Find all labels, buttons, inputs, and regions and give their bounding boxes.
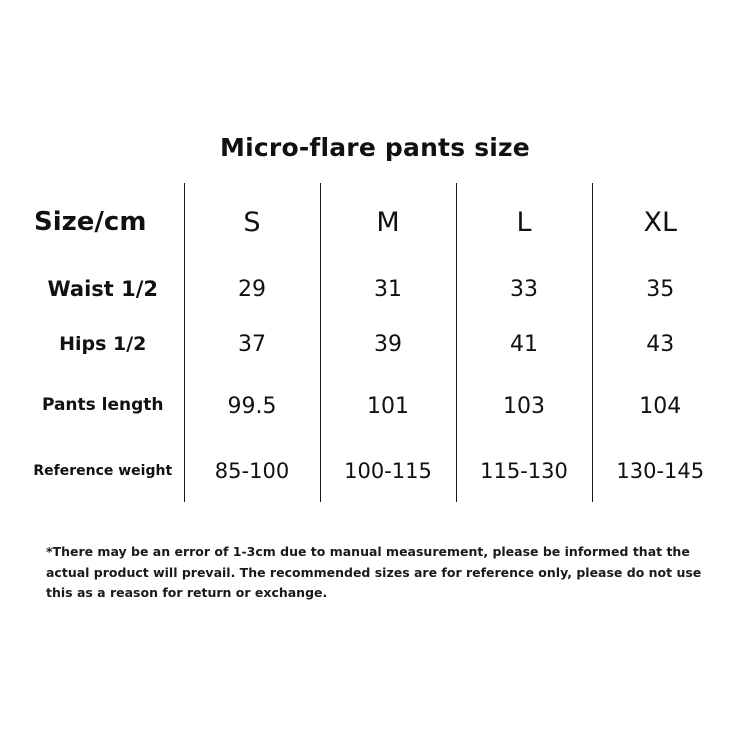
row-label-hips: Hips 1/2 bbox=[59, 332, 147, 355]
table-row bbox=[22, 372, 728, 440]
row-label-reference-weight: Reference weight bbox=[33, 462, 173, 479]
header-size-l: L bbox=[456, 183, 592, 261]
cell-hips-xl: 43 bbox=[592, 317, 728, 372]
table-row bbox=[22, 440, 728, 502]
row-label-pants-length: Pants length bbox=[41, 395, 164, 416]
cell-pants-length-xl: 104 bbox=[592, 372, 728, 440]
size-table bbox=[22, 183, 728, 502]
row-label-waist: Waist 1/2 bbox=[47, 276, 159, 301]
table-row bbox=[22, 261, 728, 317]
cell-waist-xl: 35 bbox=[592, 261, 728, 317]
cell-hips-s: 37 bbox=[184, 317, 320, 372]
header-size-s: S bbox=[184, 183, 320, 261]
table-header-row bbox=[22, 183, 728, 261]
cell-waist-l: 33 bbox=[456, 261, 592, 317]
measurement-disclaimer: *There may be an error of 1-3cm due to manual measurement, please be informed that the actual product will prevail. The recommended sizes are for reference only, please do not use this as a reason for return or exchange. bbox=[46, 544, 702, 601]
cell-pants-length-l: 103 bbox=[456, 372, 592, 440]
header-size-xl: XL bbox=[592, 183, 728, 261]
cell-reference-weight-m: 100-115 bbox=[320, 440, 456, 502]
cell-reference-weight-s: 85-100 bbox=[184, 440, 320, 502]
cell-waist-s: 29 bbox=[184, 261, 320, 317]
header-size-cm: Size/cm bbox=[34, 207, 147, 237]
table-row bbox=[22, 317, 728, 372]
cell-hips-m: 39 bbox=[320, 317, 456, 372]
cell-pants-length-s: 99.5 bbox=[184, 372, 320, 440]
cell-waist-m: 31 bbox=[320, 261, 456, 317]
cell-pants-length-m: 101 bbox=[320, 372, 456, 440]
cell-hips-l: 41 bbox=[456, 317, 592, 372]
page-title: Micro-flare pants size bbox=[220, 133, 530, 162]
cell-reference-weight-xl: 130-145 bbox=[592, 440, 728, 502]
cell-reference-weight-l: 115-130 bbox=[456, 440, 592, 502]
header-size-m: M bbox=[320, 183, 456, 261]
size-table-container bbox=[22, 183, 728, 502]
